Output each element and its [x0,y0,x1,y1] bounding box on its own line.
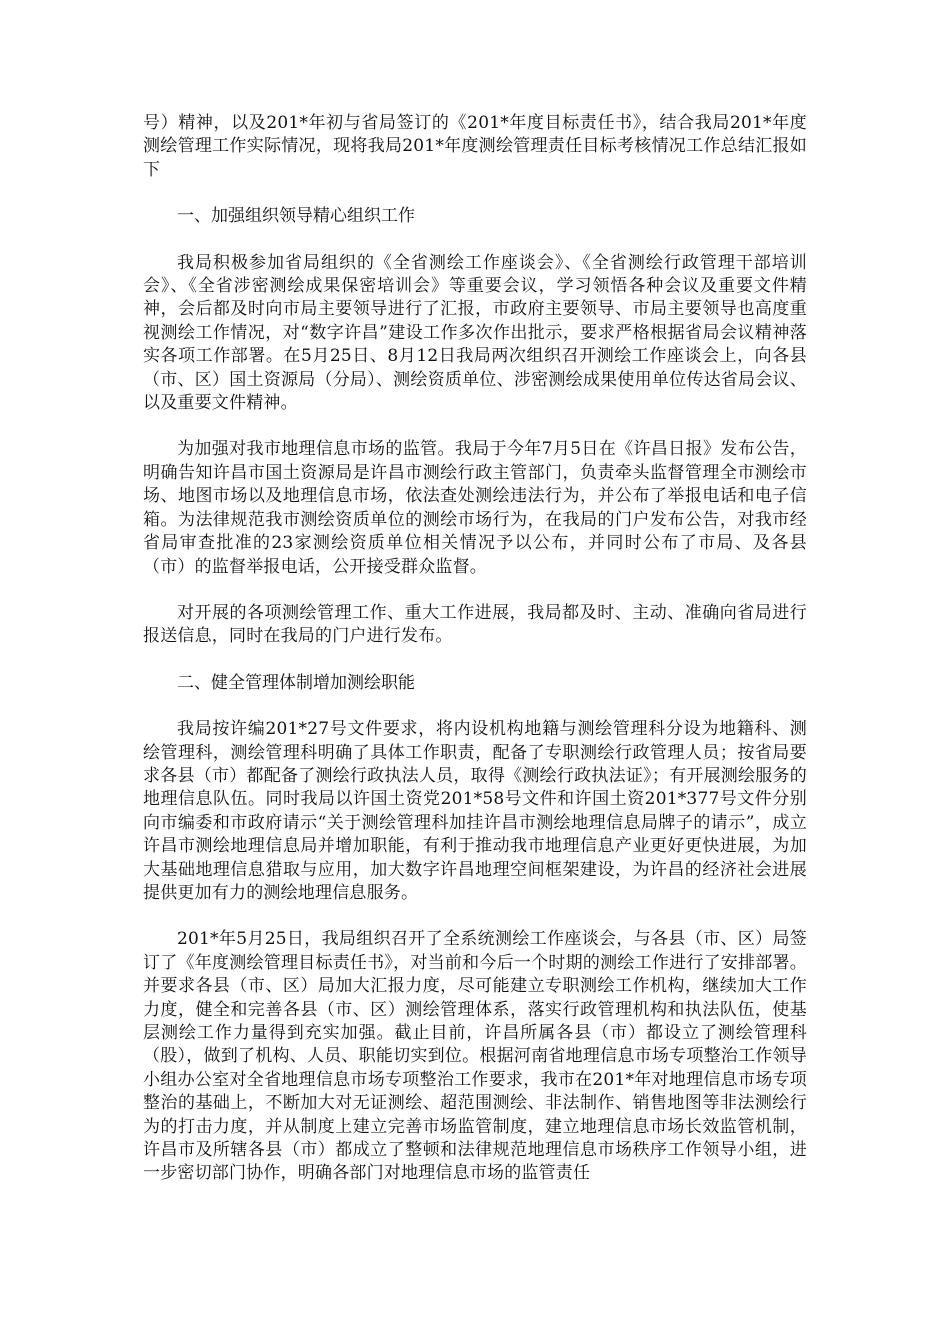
paragraph-reporting: 对开展的各项测绘管理工作、重大工作进展，我局都及时、主动、准确向省局进行报送信息，同时在我局的门户进行发布。 [143,602,807,647]
section-heading-2: 二、健全管理体制增加测绘职能 [177,672,415,693]
document-body [143,112,807,1209]
paragraph-market-supervision: 为加强对我市地理信息市场的监管。我局于今年7月5日在《许昌日报》发布公告，明确告知许昌市国土资源局是许昌市测绘行政主管部门，负责牵头监督管理全市测绘市场、地图市场以及地理信息市场，依法查处测绘违法行为，并公布了举报电话和电子信箱。为法律规范我市测绘资质单位的测绘市场行为，在我局的门户发布公告，对我市经省局审查批准的23家测绘资质单位相关情况予以公布，并同时公布了市局、及各县（市）的监督举报电话，公开接受群众监督。 [143,439,807,577]
paragraph-symposium: 201*年5月25日，我局组织召开了全系统测绘工作座谈会，与各县（市、区）局签订了《年度测绘管理目标责任书》，对当前和今后一个时期的测绘工作进行了安排部署。并要求各县（市、区）局加大汇报力度，尽可能建立专职测绘工作机构，继续加大工作力度，健全和完善各县（市、区）测绘管理体系，落实行政管理机构和执法队伍，使基层测绘工作力量得到充实加强。截止目前，许昌所属各县（市）都设立了测绘管理科（股），做到了机构、人员、职能切实到位。根据河南省地理信息市场专项整治工作领导小组办公室对全省地理信息市场专项整治工作要求，我市在201*年对地理信息市场专项整治的基础上，不断加大对无证测绘、超范围测绘、非法制作、销售地图等非法测绘行为的打击力度，并从制度上建立完善市场监管制度，建立地理信息市场长效监管机制，许昌市及所辖各县（市）都成立了整顿和法律规范地理信息市场秩序工作领导小组，进一步密切部门协作，明确各部门对地理信息市场的监管责任 [143,929,807,1184]
paragraph-intro: 号）精神，以及201*年初与省局签订的《201*年度目标责任书》，结合我局201*年度测绘管理工作实际情况，现将我局201*年度测绘管理责任目标考核情况工作总结汇报如下 [143,113,807,180]
paragraph-institution: 我局按许编201*27号文件要求，将内设机构地籍与测绘管理科分设为地籍科、测绘管理科，测绘管理科明确了具体工作职责，配备了专职测绘行政管理人员；按省局要求各县（市）都配备了测绘行政执法人员，取得《测绘行政执法证》；有开展测绘服务的地理信息队伍。同时我局以许国土资党201*58号文件和许国土资201*377号文件分别向市编委和市政府请示“关于测绘管理科加挂许昌市测绘地理信息局牌子的请示”，成立许昌市测绘地理信息局并增加职能，有利于推动我市地理信息产业更好更快进展，为加大基础地理信息猎取与应用，加大数字许昌地理空间框架建设，为许昌的经济社会进展提供更加有力的测绘地理信息服务。 [143,719,807,903]
section-heading-1: 一、加强组织领导精心组织工作 [177,206,415,227]
paragraph-meetings: 我局积极参加省局组织的《全省测绘工作座谈会》、《全省测绘行政管理干部培训会》、《全省涉密测绘成果保密培训会》等重要会议，学习领悟各种会议及重要文件精神，会后都及时向市局主要领导进行了汇报，市政府主要领导、市局主要领导也高度重视测绘工作情况，对“数字许昌”建设工作多次作出批示，要求严格根据省局会议精神落实各项工作部署。在5月25日、8月12日我局两次组织召开测绘工作座谈会上，向各县（市、区）国土资源局（分局）、测绘资质单位、涉密测绘成果使用单位传达省局会议、以及重要文件精神。 [143,252,807,414]
